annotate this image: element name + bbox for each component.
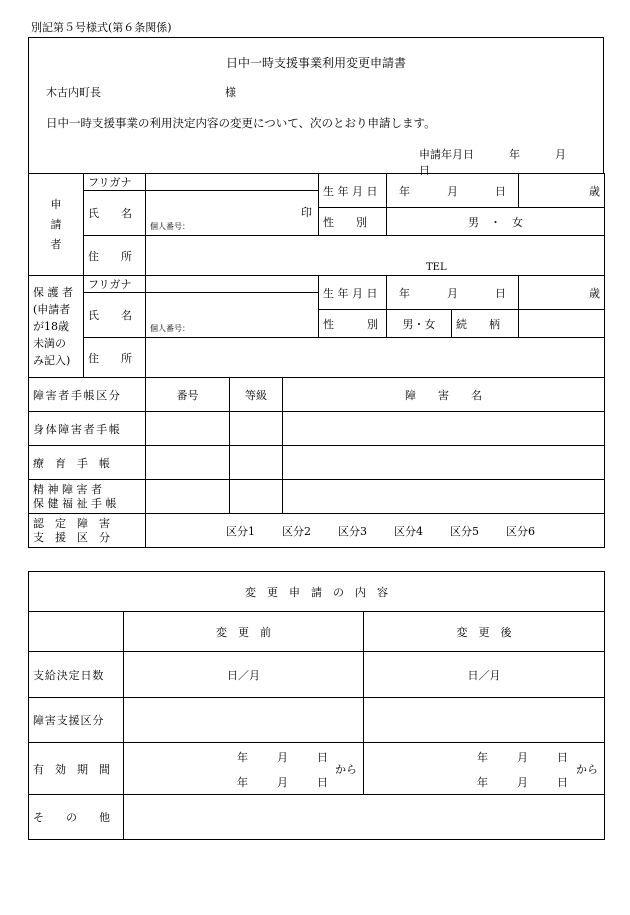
period-year: 年 xyxy=(237,776,248,789)
days-before-field[interactable]: 日／月 xyxy=(124,652,364,698)
guardian-name-label: 氏 名 xyxy=(84,293,146,338)
guardian-birth-label: 生 年 月 日 xyxy=(319,276,387,310)
applicant-tel-label: TEL xyxy=(426,262,447,273)
mental-number-field[interactable] xyxy=(146,480,230,514)
birth-year: 年 xyxy=(399,184,410,198)
rearing-number-field[interactable] xyxy=(146,446,230,480)
period-month: 月 xyxy=(277,776,288,789)
support-category-label xyxy=(29,514,146,548)
birth-day: 日 xyxy=(495,286,506,300)
handbook-number-label: 番号 xyxy=(146,378,230,412)
handbook-mental-line: 精 神 障 害 者 xyxy=(33,482,102,496)
handbook-disability-name-label: 障 害 名 xyxy=(283,378,605,412)
support-category-line: 支 援 区 分 xyxy=(33,530,110,544)
application-date-label: 申請年月日 xyxy=(419,148,474,161)
guardian-furigana-field[interactable] xyxy=(146,276,319,293)
applicant-address-label: 住 所 xyxy=(84,236,146,276)
mental-grade-field[interactable] xyxy=(230,480,283,514)
period-before-from: から xyxy=(335,763,357,776)
applicant-label-char: 請 xyxy=(50,217,62,231)
support-option[interactable]: 区分1 xyxy=(226,524,255,538)
support-option[interactable]: 区分2 xyxy=(282,524,311,538)
date-month: 月 xyxy=(555,148,566,161)
support-option[interactable]: 区分5 xyxy=(450,524,479,538)
guardian-label-line: 未満の xyxy=(33,337,66,350)
other-field[interactable] xyxy=(124,795,605,840)
change-title: 変 更 申 請 の 内 容 xyxy=(29,572,605,612)
handbook-mental-line: 保 健 福 祉 手 帳 xyxy=(33,496,117,510)
handbook-rearing-label: 療 育 手 帳 xyxy=(29,446,146,480)
guardian-name-field[interactable] xyxy=(146,293,319,338)
applicant-birth-label: 生 年 月 日 xyxy=(319,174,387,208)
guardian-sex-label: 性 別 xyxy=(319,310,387,338)
applicant-sex-label: 性 別 xyxy=(319,208,387,236)
change-after-label: 変 更 後 xyxy=(364,612,605,652)
handbook-header-label: 障害者手帳区分 xyxy=(29,378,146,412)
guardian-relation-label: 続 柄 xyxy=(452,310,519,338)
days-label: 支給決定日数 xyxy=(29,652,124,698)
period-year: 年 xyxy=(477,776,488,789)
applicant-label xyxy=(29,174,84,276)
birth-day: 日 xyxy=(495,184,506,198)
age-unit: 歳 xyxy=(589,286,600,300)
date-year: 年 xyxy=(509,148,520,161)
period-before-end xyxy=(237,774,328,790)
guardian-address-label: 住 所 xyxy=(84,338,146,378)
period-after-field[interactable] xyxy=(364,743,605,795)
addressee-suffix: 様 xyxy=(225,86,236,99)
guardian-address-field[interactable] xyxy=(146,338,605,378)
guardian-label xyxy=(29,276,84,378)
addressee: 木古内町長 xyxy=(46,86,101,99)
support-category-line: 認 定 障 害 xyxy=(33,516,110,530)
support-before-field[interactable] xyxy=(124,698,364,743)
rearing-grade-field[interactable] xyxy=(230,446,283,480)
support-change-label: 障害支援区分 xyxy=(29,698,124,743)
period-after-end xyxy=(477,774,568,790)
form-title: 日中一時支援事業利用変更申請書 xyxy=(225,56,406,70)
period-day: 日 xyxy=(317,751,328,764)
period-month: 月 xyxy=(277,751,288,764)
change-corner-cell xyxy=(29,612,124,652)
support-after-field[interactable] xyxy=(364,698,605,743)
period-month: 月 xyxy=(517,776,528,789)
support-option[interactable]: 区分6 xyxy=(506,524,535,538)
days-after-field[interactable]: 日／月 xyxy=(364,652,605,698)
birth-year: 年 xyxy=(399,286,410,300)
applicant-furigana-label: フリガナ xyxy=(84,174,146,191)
guardian-label-line: (申請者 xyxy=(33,303,71,316)
period-day: 日 xyxy=(557,776,568,789)
period-before-field[interactable] xyxy=(124,743,364,795)
other-label: そ の 他 xyxy=(29,795,124,840)
physical-disability-field[interactable] xyxy=(283,412,605,446)
rearing-disability-field[interactable] xyxy=(283,446,605,480)
guardian-relation-field[interactable] xyxy=(519,310,605,338)
guardian-birth-field[interactable] xyxy=(387,276,519,310)
guardian-sex-field[interactable]: 男・女 xyxy=(387,310,452,338)
applicant-label-char: 申 xyxy=(50,197,62,211)
date-day: 日 xyxy=(419,164,430,177)
guardian-furigana-label: フリガナ xyxy=(84,276,146,293)
birth-month: 月 xyxy=(447,184,458,198)
guardian-my-number-label: 個人番号： xyxy=(150,324,190,333)
applicant-furigana-field[interactable] xyxy=(146,174,319,191)
period-year: 年 xyxy=(237,751,248,764)
period-label: 有 効 期 間 xyxy=(29,743,124,795)
handbook-grade-label: 等級 xyxy=(230,378,283,412)
seal-mark: 印 xyxy=(301,206,312,219)
physical-grade-field[interactable] xyxy=(230,412,283,446)
mental-disability-field[interactable] xyxy=(283,480,605,514)
applicant-table xyxy=(28,173,605,548)
applicant-address-field[interactable] xyxy=(146,236,605,276)
support-category-options[interactable] xyxy=(146,514,605,548)
handbook-physical-label: 身体障害者手帳 xyxy=(29,412,146,446)
change-table xyxy=(28,571,605,840)
applicant-label-char: 者 xyxy=(50,237,62,251)
guardian-label-line: 保 護 者 xyxy=(33,286,73,299)
period-month: 月 xyxy=(517,751,528,764)
applicant-age-field[interactable] xyxy=(519,174,605,208)
physical-number-field[interactable] xyxy=(146,412,230,446)
guardian-age-field[interactable] xyxy=(519,276,605,310)
applicant-name-field[interactable] xyxy=(146,191,319,236)
application-statement: 日中一時支援事業の利用決定内容の変更について、次のとおり申請します。 xyxy=(46,116,436,130)
birth-month: 月 xyxy=(447,286,458,300)
applicant-name-label: 氏 名 xyxy=(84,191,146,236)
guardian-label-line: み記入) xyxy=(33,354,71,367)
support-option[interactable]: 区分3 xyxy=(338,524,367,538)
period-day: 日 xyxy=(317,776,328,789)
age-unit: 歳 xyxy=(589,184,600,198)
form-number: 別記第５号様式(第６条関係) xyxy=(31,21,172,34)
period-after-from: から xyxy=(576,763,599,776)
period-before-start xyxy=(237,749,328,765)
support-option[interactable]: 区分4 xyxy=(394,524,423,538)
applicant-birth-field[interactable] xyxy=(387,174,519,208)
period-year: 年 xyxy=(477,751,488,764)
period-after-start xyxy=(477,749,568,765)
header-box xyxy=(28,37,604,177)
change-before-label: 変 更 前 xyxy=(124,612,364,652)
applicant-my-number-label: 個人番号： xyxy=(150,222,190,231)
applicant-sex-field[interactable]: 男 ・ 女 xyxy=(387,208,605,236)
period-day: 日 xyxy=(557,751,568,764)
handbook-mental-label xyxy=(29,480,146,514)
guardian-label-line: が18歳 xyxy=(33,320,69,333)
